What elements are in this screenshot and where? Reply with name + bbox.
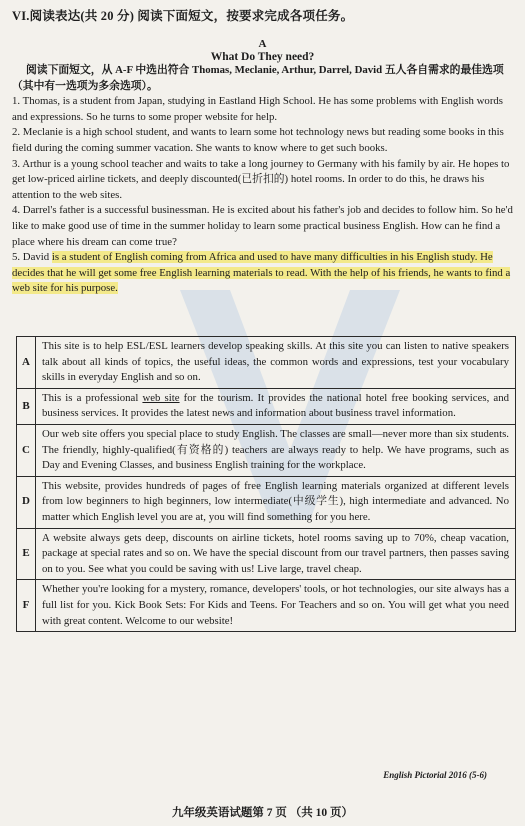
option-text: This website, provides hundreds of pages of free English learning materials organized at different levels from low beginners to high beginners, low intermediate(中级学生), high intermediate and advanced. No matter which English level you are at, you will find something for you here. bbox=[36, 476, 516, 528]
option-row bbox=[17, 388, 516, 424]
part-letter: A bbox=[258, 38, 267, 50]
option-text bbox=[36, 388, 516, 424]
paragraph-4: 4. Darrel's father is a successful businessman. He is excited about his father's job and decides to follow him. So he'd like to make good use of time in the summer holiday to learn some practical business English. How can he find a place where his dream can come true? bbox=[12, 204, 513, 248]
web-site-underlined: web site bbox=[142, 391, 180, 404]
option-text: This site is to help ESL/ESL learners develop speaking skills. At this site you can listen to native speakers talk about all kinds of topics, the useful ideas, the common words and expressions, test your vocabulary skills in everyday English and so on. bbox=[36, 337, 516, 389]
instruction-text: 阅读下面短文，从 A-F 中选出符合 Thomas, Meclanie, Arthur, Darrel, David 五人各自需求的最佳选项（其中有一选项为多余选项）。 bbox=[12, 64, 504, 92]
option-text-part: This is a professional bbox=[42, 391, 143, 404]
paragraph-5 bbox=[12, 250, 518, 297]
option-letter: E bbox=[17, 528, 36, 580]
paragraph-5-start: 5. David bbox=[12, 251, 52, 264]
option-row bbox=[17, 424, 516, 476]
option-letter: C bbox=[17, 424, 36, 476]
passage-body bbox=[12, 63, 518, 297]
option-row bbox=[17, 337, 516, 389]
paragraph-3: 3. Arthur is a young school teacher and waits to take a long journey to Germany with his family by air. He hopes to get low-priced airline tickets, and deeply discounted(已折扣的) hotel rooms. In order to do this, he draws his attention to the web sites. bbox=[12, 157, 510, 201]
option-letter: B bbox=[17, 388, 36, 424]
section-title: VI.阅读表达(共 20 分) 阅读下面短文，按要求完成各项任务。 bbox=[12, 9, 354, 23]
option-letter: A bbox=[17, 337, 36, 389]
option-row bbox=[17, 528, 516, 580]
option-text: A website always gets deep, discounts on airline tickets, hotel rooms saving up to 70%, cheap vacation, package at special rates and so on. We have the special discount from our travel partners, then passes saving on to you. See what you could be saving with us! Live large, travel cheap. bbox=[36, 528, 516, 580]
page-footer: 九年级英语试题第 7 页 （共 10 页） bbox=[171, 807, 354, 819]
option-row bbox=[17, 476, 516, 528]
paragraph-1: 1. Thomas, is a student from Japan, studying in Eastland High School. He has some problems with English words and expressions. So he turns to some proper website for help. bbox=[12, 95, 504, 123]
option-text: Our web site offers you special place to study English. The classes are small—never more than six students. The friendly, highly-qualified(有资格的) teachers are always ready to help. We have programs, such as Day and Evening Classes, and business English training for the workplace. bbox=[36, 424, 516, 476]
option-letter: F bbox=[17, 580, 36, 632]
option-text-part: for the tourism. It provides the national hotel free booking services, and business services. It provides the latest news and information about business travel information. bbox=[42, 391, 509, 420]
passage-title: What Do They need? bbox=[210, 51, 315, 63]
options-table bbox=[16, 336, 516, 632]
paragraph-2: 2. Meclanie is a high school student, and wants to learn some hot technology news but reading some books in this field during the coming summer vacation. She wants to know where to get such books. bbox=[12, 126, 504, 154]
source-citation: English Pictorial 2016 (5-6) bbox=[383, 770, 487, 780]
option-row bbox=[17, 580, 516, 632]
option-text: Whether you're looking for a mystery, romance, developers' tools, or hot technologies, our site always has a full list for you. Kick Book Sets: For Kids and Teens. For Teachers and so on. You will get what you need with great content. Welcome to our website! bbox=[36, 580, 516, 632]
paragraph-5-highlighted: is a student of English coming from Africa and used to have many difficulties in his English study. He decides that he will get some free English learning materials to read. With the help of his friends, he wants to find a web site for his purpose. bbox=[12, 251, 511, 295]
option-letter: D bbox=[17, 476, 36, 528]
